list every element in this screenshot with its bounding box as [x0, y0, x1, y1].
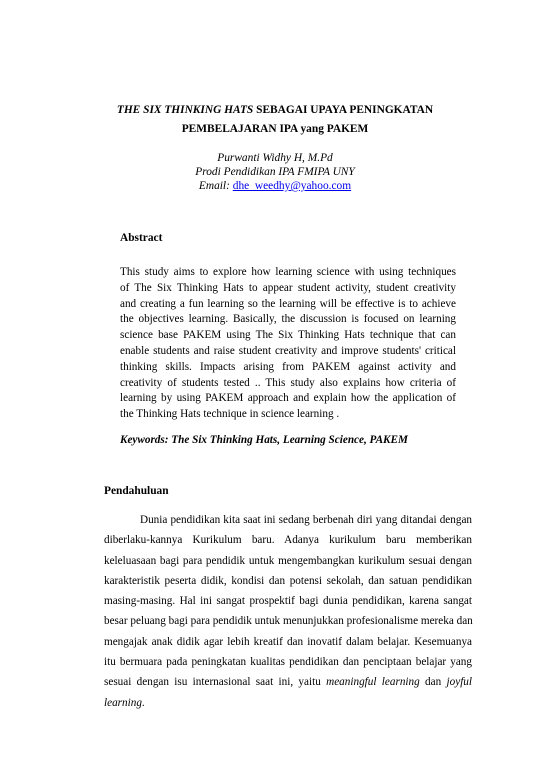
author-block: [60, 151, 490, 193]
body-line: masing-masing. Hal ini sangat prospektif bagi dunia pendidikan, karena sangat: [104, 595, 472, 608]
body-line: diberlaku-kannya Kurikulum baru. Adanya kurikulum baru memberikan: [104, 534, 472, 547]
term-joyful: joyful: [446, 676, 473, 689]
paper-title: [60, 101, 490, 139]
abstract-line: creativity of students tested .. This study also explains how criteria of: [120, 376, 456, 389]
term-meaningful-learning: meaningful learning: [326, 676, 420, 689]
abstract-heading: Abstract: [120, 232, 163, 244]
body-line: Dunia pendidikan kita saat ini sedang berbenah diri yang ditandai dengan: [140, 514, 472, 526]
abstract-line: enable students and raise student creativity and improve students' critical: [120, 344, 456, 357]
body-line: mengajak anak didik agar lebih kreatif dan inovatif dalam belajar. Kesemuanya: [104, 635, 472, 648]
abstract-line: This study aims to explore how learning science with using techniques: [120, 266, 456, 278]
body-line: [104, 693, 472, 713]
abstract-body: [120, 265, 456, 423]
section-body: [104, 510, 472, 713]
abstract-line: and creating a fun learning so the learning will be effective is to achieve: [120, 297, 456, 310]
abstract-line: thinking skills. Impacts arising from PAKEM against activity and: [120, 360, 456, 373]
term-learning: learning: [104, 696, 142, 709]
body-line: keleluasaan bagi para pendidik untuk mengembangkan kurikulum sesuai dengan: [104, 554, 472, 567]
body-line: [104, 672, 472, 692]
body-line: itu bermuara pada peningkatan kualitas pendidikan dan penciptaan belajar yang: [104, 656, 472, 669]
abstract-line: of The Six Thinking Hats to appear student activity, student creativity: [120, 281, 456, 294]
abstract-line: science base PAKEM using The Six Thinking Hats technique that can: [120, 329, 456, 342]
body-line-10-end: .: [141, 696, 145, 709]
section-heading: Pendahuluan: [104, 485, 169, 497]
keywords: Keywords: The Six Thinking Hats, Learning Science, PAKEM: [120, 434, 408, 446]
abstract-line: the Thinking Hats technique in science learning .: [120, 408, 340, 421]
body-line: karakteristik peserta didik, kondisi dan potensi sekolah, dan satuan pendidikan: [104, 574, 472, 587]
title-line-2: PEMBELAJARAN IPA yang PAKEM: [181, 123, 369, 135]
author-email-line: [60, 179, 490, 193]
body-line: besar peluang bagi para pendidik untuk menunjukkan profesionalisme mereka dan: [104, 615, 473, 628]
abstract-line: the objectives learning. Basically, the discussion is focused on learning: [120, 313, 456, 326]
connector: dan: [419, 676, 447, 689]
title-italic: THE SIX THINKING HATS: [116, 104, 254, 116]
abstract-line: learning by using PAKEM approach and explain how the application of: [120, 392, 456, 405]
body-line-9-start: sesuai dengan isu internasional saat ini, yaitu: [104, 676, 327, 689]
email-label: Email:: [198, 180, 233, 192]
email-link[interactable]: dhe_weedhy@yahoo.com: [232, 180, 352, 192]
author-name: Purwanti Widhy H, M.Pd: [217, 152, 333, 164]
author-affiliation: Prodi Pendidikan IPA FMIPA UNY: [195, 166, 355, 178]
title-line-1: [60, 101, 490, 120]
title-line-1-rest: SEBAGAI UPAYA PENINGKATAN: [253, 104, 434, 116]
